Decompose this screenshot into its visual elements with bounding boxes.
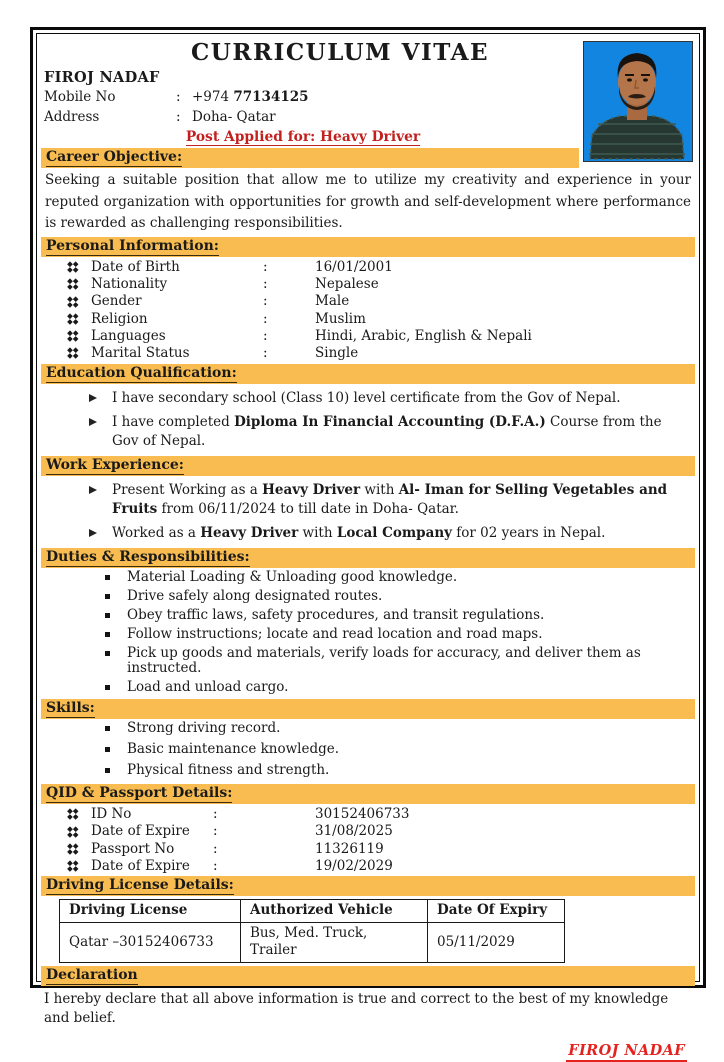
education-item: [41, 389, 687, 408]
post-applied-for: Post Applied for: Heavy Driver: [185, 129, 421, 145]
info-label: Nationality: [91, 276, 168, 293]
education-item-text: I have completed Diploma In Financial Accounting (D.F.A.) Course from the Gov of Nepal.: [112, 413, 662, 449]
info-value: 11326119: [315, 840, 384, 857]
duty-item: [41, 680, 695, 695]
cell-authorized-vehicle: Bus, Med. Truck, Trailer: [241, 923, 428, 963]
cell-date-of-expiry: 05/11/2029: [428, 923, 565, 963]
info-value: Nepalese: [315, 276, 379, 293]
arrow-bullet-icon: [89, 394, 97, 402]
info-value: 19/02/2029: [315, 857, 393, 874]
info-label: Languages: [91, 327, 166, 344]
duty-item-text: Drive safely along designated routes.: [127, 587, 383, 604]
education-item: [41, 413, 687, 451]
arrow-bullet-icon: [89, 486, 97, 494]
info-value: 16/01/2001: [315, 259, 393, 276]
info-colon: :: [263, 310, 268, 327]
info-value: Male: [315, 293, 350, 310]
personal-info-row: [41, 276, 695, 293]
square-bullet-icon: [105, 768, 110, 773]
square-bullet-icon: [105, 726, 110, 731]
work-experience-item-text: Present Working as a Heavy Driver with Al- Iman for Selling Vegetables and Fruits from 06/11/2024 to till date in Doha- Qatar.: [112, 481, 668, 517]
mobile-label: Mobile No: [44, 89, 116, 105]
info-value: 31/08/2025: [315, 823, 393, 840]
info-label: Religion: [91, 310, 148, 327]
diamond-bullet-icon: [70, 282, 75, 287]
qid-info-row: [41, 806, 695, 823]
diamond-bullet-icon: [70, 863, 75, 868]
col-driving-license: Driving License: [60, 900, 241, 923]
section-heading-declaration: Declaration: [41, 966, 695, 986]
info-colon: :: [263, 293, 268, 310]
personal-info-row: [41, 310, 695, 327]
skill-item: [41, 721, 695, 736]
info-value: 30152406733: [315, 806, 410, 823]
qid-info-row: [41, 823, 695, 840]
cv-page-inner: [36, 33, 700, 1059]
square-bullet-icon: [105, 651, 110, 656]
square-bullet-icon: [105, 594, 110, 599]
info-value: Hindi, Arabic, English & Nepali: [315, 327, 532, 344]
info-label: Passport No: [91, 840, 175, 857]
signature: FIROJ NADAF: [41, 1042, 687, 1059]
section-heading-skills: Skills:: [41, 699, 695, 719]
personal-info-row: [41, 259, 695, 276]
diamond-bullet-icon: [70, 299, 75, 304]
info-colon: :: [213, 857, 218, 874]
info-value: Single: [315, 345, 359, 362]
section-heading-qid-passport: QID & Passport Details:: [41, 784, 695, 804]
declaration-text: I hereby declare that all above information is true and correct to the best of my knowledge and belief.: [44, 991, 669, 1027]
duty-item: [41, 646, 695, 675]
personal-info-row: [41, 344, 695, 361]
address-label: Address: [44, 109, 100, 125]
section-heading-work-experience: Work Experience:: [41, 456, 695, 476]
info-colon: :: [263, 327, 268, 344]
work-experience-item-text: Worked as a Heavy Driver with Local Company for 02 years in Nepal.: [112, 524, 606, 541]
col-authorized-vehicle: Authorized Vehicle: [241, 900, 428, 923]
qid-info-row: [41, 840, 695, 857]
qid-info-row: [41, 857, 695, 874]
info-colon: :: [263, 345, 268, 362]
candidate-name: FIROJ NADAF: [44, 69, 160, 86]
duty-item: [41, 627, 695, 642]
skill-item: [41, 763, 695, 778]
square-bullet-icon: [105, 685, 110, 690]
duty-item-text: Follow instructions; locate and read location and road maps.: [127, 625, 543, 642]
skill-item-text: Strong driving record.: [127, 719, 281, 736]
cell-driving-license: Qatar –30152406733: [60, 923, 241, 963]
info-label: Gender: [91, 293, 142, 310]
duty-item: [41, 608, 695, 623]
info-label: Date of Expire: [91, 823, 190, 840]
personal-info-row: [41, 327, 695, 344]
info-colon: :: [213, 806, 218, 823]
skill-item-text: Physical fitness and strength.: [127, 761, 330, 778]
info-colon: :: [213, 840, 218, 857]
candidate-photo-illustration: [584, 42, 690, 159]
education-item-text: I have secondary school (Class 10) level certificate from the Gov of Nepal.: [112, 389, 621, 406]
section-heading-duties: Duties & Responsibilities:: [41, 548, 695, 568]
duty-item: [41, 589, 695, 604]
info-label: Date of Birth: [91, 259, 180, 276]
square-bullet-icon: [105, 613, 110, 618]
career-objective-text: Seeking a suitable position that allow me to utilize my creativity and experience in your reputed organization with opportunities for growth and self-development where performance is rewarded as challenging responsibilities.: [45, 172, 691, 231]
page-title: CURRICULUM VITAE: [191, 39, 489, 66]
info-colon: :: [213, 823, 218, 840]
info-label: ID No: [91, 806, 132, 823]
diamond-bullet-icon: [70, 829, 75, 834]
work-experience-item: [41, 524, 687, 543]
duty-item-text: Obey traffic laws, safety procedures, and transit regulations.: [127, 606, 545, 623]
diamond-bullet-icon: [70, 846, 75, 851]
diamond-bullet-icon: [70, 812, 75, 817]
info-colon: :: [263, 276, 268, 293]
info-value: Muslim: [315, 310, 366, 327]
diamond-bullet-icon: [70, 350, 75, 355]
arrow-bullet-icon: [89, 418, 97, 426]
candidate-photo: [583, 41, 693, 162]
duty-item: [41, 570, 695, 585]
duty-item-text: Material Loading & Unloading good knowledge.: [127, 568, 458, 585]
table-header-row: [60, 900, 565, 923]
personal-info-row: [41, 293, 695, 310]
table-row: [60, 923, 565, 963]
address-colon: :: [176, 109, 181, 125]
info-label: Marital Status: [91, 345, 190, 362]
square-bullet-icon: [105, 575, 110, 580]
square-bullet-icon: [105, 632, 110, 637]
mobile-value: +974 77134125: [192, 89, 309, 105]
work-experience-item: [41, 481, 687, 519]
duty-item-text: Load and unload cargo.: [127, 678, 289, 695]
info-colon: :: [263, 259, 268, 276]
duty-item-text: Pick up goods and materials, verify loads for accuracy, and deliver them as instructed.: [127, 645, 641, 676]
col-date-of-expiry: Date Of Expiry: [428, 900, 565, 923]
info-label: Date of Expire: [91, 857, 190, 874]
section-heading-personal-information: Personal Information:: [41, 237, 695, 257]
mobile-colon: :: [176, 89, 181, 105]
skill-item: [41, 742, 695, 757]
diamond-bullet-icon: [70, 333, 75, 338]
cv-page: [30, 27, 706, 1059]
section-heading-driving-license: Driving License Details:: [41, 876, 695, 896]
section-heading-education: Education Qualification:: [41, 364, 695, 384]
arrow-bullet-icon: [89, 529, 97, 537]
square-bullet-icon: [105, 747, 110, 752]
diamond-bullet-icon: [70, 265, 75, 270]
driving-license-table: [59, 899, 565, 963]
diamond-bullet-icon: [70, 316, 75, 321]
address-value: Doha- Qatar: [192, 109, 276, 125]
section-heading-career-objective: Career Objective:: [41, 148, 579, 168]
skill-item-text: Basic maintenance knowledge.: [127, 740, 340, 757]
